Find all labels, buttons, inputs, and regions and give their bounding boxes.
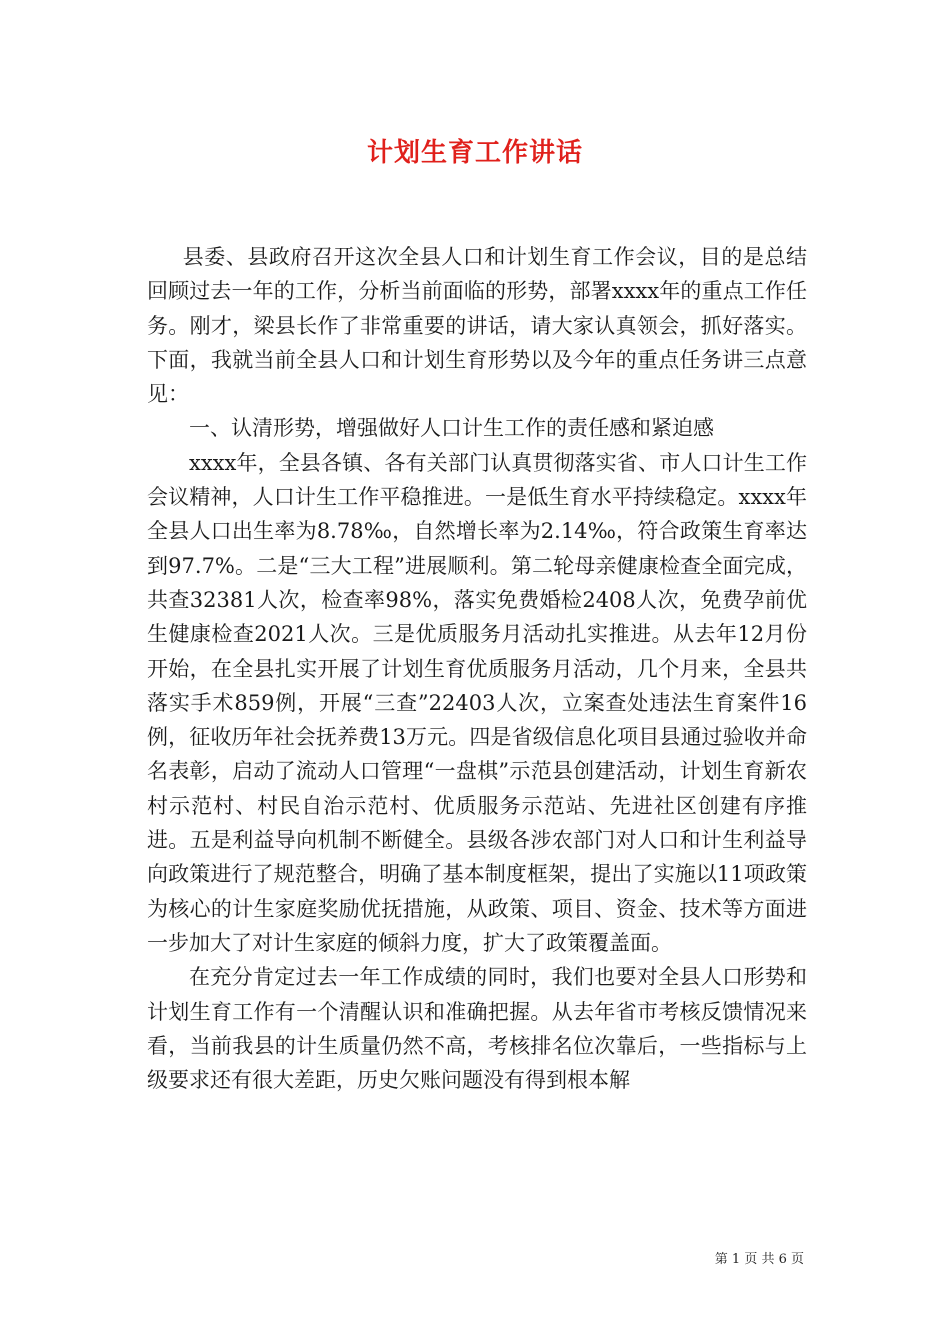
document-body xyxy=(147,240,807,1097)
section-heading: 一、认清形势，增强做好人口计生工作的责任感和紧迫感 xyxy=(189,416,714,441)
paragraph-assessment: 在充分肯定过去一年工作成绩的同时，我们也要对全县人口形势和计划生育工作有一个清醒认识和准确把握。从去年省市考核反馈情况来看，当前我县的计生质量仍然不高，考核排名位次靠后，一些指标与上级要求还有很大差距，历史欠账问题没有得到根本解 xyxy=(147,965,807,1093)
document-title: 计划生育工作讲话 xyxy=(366,138,583,168)
paragraph-intro: 县委、县政府召开这次全县人口和计划生育工作会议，目的是总结回顾过去一年的工作，分析当前面临的形势，部署xxxx年的重点工作任务。刚才，梁县长作了非常重要的讲话，请大家认真领会，抓好落实。下面，我就当前全县人口和计划生育形势以及今年的重点任务讲三点意见： xyxy=(147,245,807,407)
paragraph-achievements: xxxx年，全县各镇、各有关部门认真贯彻落实省、市人口计生工作会议精神，人口计生工作平稳推进。一是低生育水平持续稳定。xxxx年全县人口出生率为8.78‰，自然增长率为2.14‰，符合政策生育率达到97.7%。二是“三大工程”进展顺利。第二轮母亲健康检查全面完成，共查32381人次，检查率98%，落实免费婚检2408人次，免费孕前优生健康检查2021人次。三是优质服务月活动扎实推进。从去年12月份开始，在全县扎实开展了计划生育优质服务月活动，几个月来，全县共落实手术859例，开展“三查”22403人次，立案查处违法生育案件16例，征收历年社会抚养费13万元。四是省级信息化项目县通过验收并命名表彰，启动了流动人口管理“一盘棋”示范县创建活动，计划生育新农村示范村、村民自治示范村、优质服务示范站、先进社区创建有序推进。五是利益导向机制不断健全。县级各涉农部门对人口和计生利益导向政策进行了规范整合，明确了基本制度框架，提出了实施以11项政策为核心的计生家庭奖励优抚措施，从政策、项目、资金、技术等方面进一步加大了对计生家庭的倾斜力度，扩大了政策覆盖面。 xyxy=(147,450,807,955)
page-number: 第 1 页 共 6 页 xyxy=(714,1252,804,1267)
